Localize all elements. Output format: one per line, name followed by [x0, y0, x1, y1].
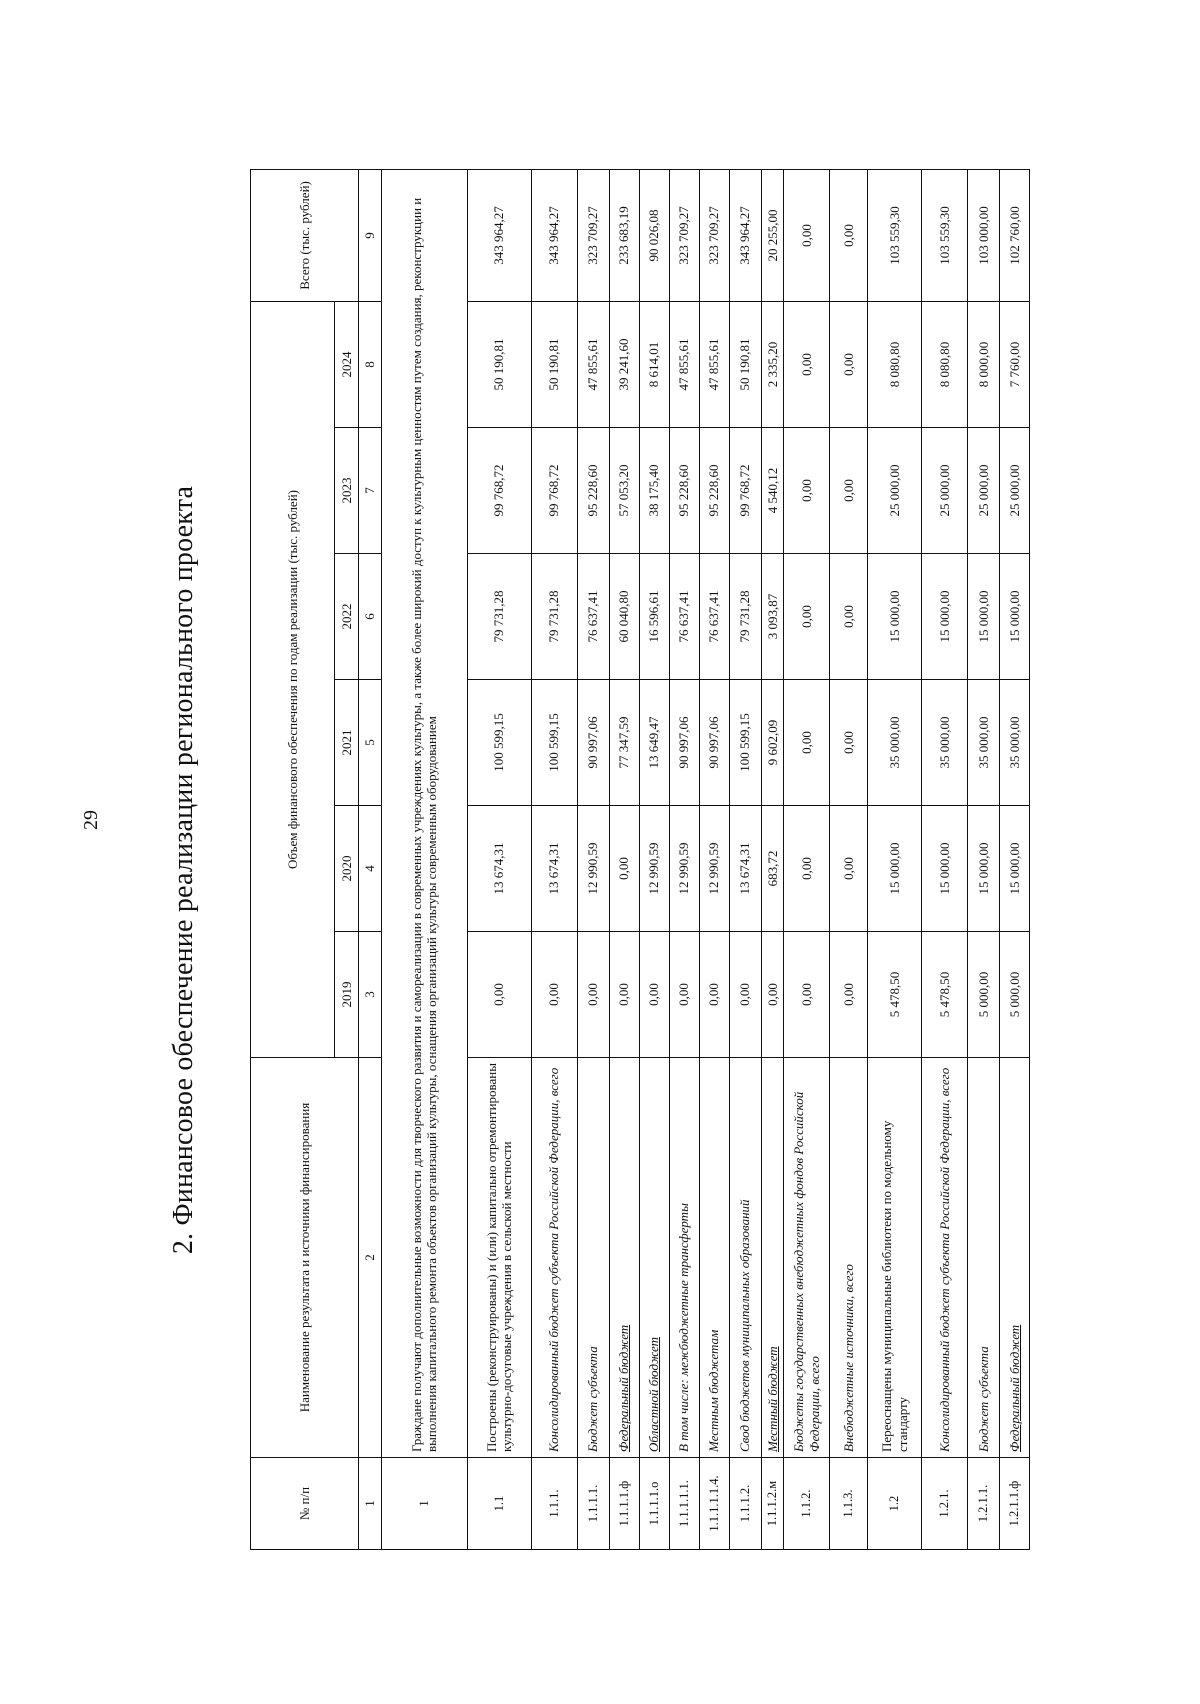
row-year-value: 57 053,20 [609, 428, 639, 554]
table-row [784, 169, 830, 1549]
row-year-value: 25 000,00 [868, 428, 922, 554]
row-number: 1.2.1. [922, 1458, 968, 1550]
row-year-value: 12 990,59 [669, 806, 699, 932]
row-number: 1.1.1.1.1.4. [699, 1458, 729, 1550]
row-year-value: 0,00 [784, 554, 830, 680]
row-name [531, 1058, 577, 1458]
row-year-value: 60 040,80 [609, 554, 639, 680]
row-year-value: 95 228,60 [669, 428, 699, 554]
row-year-value: 0,00 [784, 301, 830, 427]
row-year-value: 15 000,00 [968, 806, 1000, 932]
row-year-value: 0,00 [830, 301, 868, 427]
table-row [699, 169, 729, 1549]
row-year-value: 8 080,80 [868, 301, 922, 427]
row-name-text: Построены (реконструированы) и (или) капитально отремонтированы культурно-досуговые учреждения в сельской местности [483, 1063, 515, 1452]
row-total: 323 709,27 [699, 169, 729, 301]
row-total: 0,00 [830, 169, 868, 301]
table-row [830, 169, 868, 1549]
table-row [922, 169, 968, 1549]
row-year-value: 8 614,01 [639, 301, 669, 427]
row-year-value: 95 228,60 [699, 428, 729, 554]
table-row [467, 169, 531, 1549]
row-year-value: 0,00 [830, 680, 868, 806]
row-year-value: 5 478,50 [922, 932, 968, 1058]
row-total: 102 760,00 [1000, 169, 1030, 301]
row-year-value: 0,00 [830, 428, 868, 554]
row-year-value: 0,00 [609, 806, 639, 932]
row-year-value: 79 731,28 [467, 554, 531, 680]
row-year-value: 13 674,31 [467, 806, 531, 932]
row-year-value: 77 347,59 [609, 680, 639, 806]
row-year-value: 50 190,81 [467, 301, 531, 427]
row-number: 1.1.1.2.м [761, 1458, 784, 1550]
row-year-value: 15 000,00 [1000, 806, 1030, 932]
table-row [669, 169, 699, 1549]
row-name-text: Бюджет субъекта [975, 1346, 991, 1452]
row-name-text: Свод бюджетов муниципальных образований [737, 1199, 753, 1452]
row-year-value: 38 175,40 [639, 428, 669, 554]
header-year: 2019 [335, 932, 359, 1058]
row-name [868, 1058, 922, 1458]
row-total: 233 683,19 [609, 169, 639, 301]
row-total: 103 559,30 [868, 169, 922, 301]
row-year-value: 35 000,00 [1000, 680, 1030, 806]
row-year-value: 76 637,41 [699, 554, 729, 680]
row-year-value: 5 000,00 [968, 932, 1000, 1058]
row-year-value: 15 000,00 [868, 806, 922, 932]
row-year-value: 76 637,41 [577, 554, 609, 680]
row-number: 1.1.1.1. [577, 1458, 609, 1550]
row-name [830, 1058, 868, 1458]
row-number: 1.1.1. [531, 1458, 577, 1550]
row-year-value: 3 093,87 [761, 554, 784, 680]
row-year-value: 16 596,61 [639, 554, 669, 680]
table-row [761, 169, 784, 1549]
header-year: 2021 [335, 680, 359, 806]
header-name: Наименование результата и источники финансирования [251, 1058, 359, 1458]
row-total: 343 964,27 [467, 169, 531, 301]
header-total: Всего (тыс. рублей) [251, 169, 359, 301]
table-row [609, 169, 639, 1549]
header-year: 2022 [335, 554, 359, 680]
column-number: 3 [359, 932, 382, 1058]
row-total: 103 559,30 [922, 169, 968, 301]
column-number: 7 [359, 428, 382, 554]
row-year-value: 0,00 [531, 932, 577, 1058]
row-year-value: 0,00 [830, 806, 868, 932]
row-year-value: 0,00 [577, 932, 609, 1058]
column-number: 4 [359, 806, 382, 932]
financing-table [250, 169, 1030, 1550]
row-name [968, 1058, 1000, 1458]
column-number: 6 [359, 554, 382, 680]
row-year-value: 0,00 [761, 932, 784, 1058]
row-year-value: 13 674,31 [729, 806, 761, 932]
row-name [922, 1058, 968, 1458]
table-row [639, 169, 669, 1549]
row-year-value: 39 241,60 [609, 301, 639, 427]
row-name-text: Бюджеты государственных внебюджетных фондов Российской Федерации, всего [791, 1091, 822, 1452]
row-number: 1.1 [467, 1458, 531, 1550]
row-year-value: 100 599,15 [729, 680, 761, 806]
row-total: 323 709,27 [577, 169, 609, 301]
row-year-value: 50 190,81 [531, 301, 577, 427]
row-year-value: 0,00 [639, 932, 669, 1058]
row-name-text: Бюджет субъекта [585, 1346, 601, 1452]
row-year-value: 8 080,80 [922, 301, 968, 427]
row-year-value: 13 649,47 [639, 680, 669, 806]
row-year-value: 5 478,50 [868, 932, 922, 1058]
row-name [784, 1058, 830, 1458]
row-total: 343 964,27 [531, 169, 577, 301]
column-number: 1 [359, 1458, 382, 1550]
goal-text: Граждане получают дополнительные возможности для творческого развития и самореализации в современных учреждениях культуры, а также более широкий доступ к культурным ценностям путем создания, реконструкции и выполнения капитального ремонта объектов организаций культуры, оснащения организаций культуры современным оборудованием [381, 169, 467, 1457]
row-name [669, 1058, 699, 1458]
row-year-value: 5 000,00 [1000, 932, 1030, 1058]
row-name-text: Консолидированный бюджет субъекта Российской Федерации, всего [546, 1067, 562, 1452]
row-year-value: 2 335,20 [761, 301, 784, 427]
row-name [729, 1058, 761, 1458]
row-name-text: Внебюджетные источники, всего [840, 1264, 856, 1452]
row-year-value: 50 190,81 [729, 301, 761, 427]
row-total: 103 000,00 [968, 169, 1000, 301]
row-year-value: 0,00 [784, 428, 830, 554]
row-number: 1.1.3. [830, 1458, 868, 1550]
page-number: 29 [80, 810, 102, 830]
row-year-value: 12 990,59 [699, 806, 729, 932]
table-row [968, 169, 1000, 1549]
row-year-value: 15 000,00 [1000, 554, 1030, 680]
table-row [868, 169, 922, 1549]
row-number: 1.2.1.1.ф [1000, 1458, 1030, 1550]
row-year-value: 35 000,00 [922, 680, 968, 806]
table-row [577, 169, 609, 1549]
row-year-value: 0,00 [609, 932, 639, 1058]
row-year-value: 99 768,72 [531, 428, 577, 554]
row-year-value: 12 990,59 [639, 806, 669, 932]
row-year-value: 0,00 [669, 932, 699, 1058]
row-year-value: 7 760,00 [1000, 301, 1030, 427]
row-name-text: Местным бюджетам [706, 1329, 722, 1452]
row-number: 1.1.1.2. [729, 1458, 761, 1550]
row-name [577, 1058, 609, 1458]
row-year-value: 90 997,06 [699, 680, 729, 806]
row-year-value: 683,72 [761, 806, 784, 932]
row-name-text: Переоснащены муниципальные библиотеки по модельному стандарту [879, 1120, 910, 1452]
row-year-value: 79 731,28 [531, 554, 577, 680]
row-year-value: 0,00 [467, 932, 531, 1058]
document-title: 2. Финансовое обеспечение реализации регионального проекта [168, 485, 199, 1255]
row-year-value: 15 000,00 [968, 554, 1000, 680]
row-name [1000, 1058, 1030, 1458]
row-year-value: 47 855,61 [699, 301, 729, 427]
column-number: 9 [359, 169, 382, 301]
row-year-value: 0,00 [830, 932, 868, 1058]
row-name [609, 1058, 639, 1458]
row-total: 323 709,27 [669, 169, 699, 301]
row-name [699, 1058, 729, 1458]
row-name [467, 1058, 531, 1458]
row-number: 1.2 [868, 1458, 922, 1550]
row-year-value: 0,00 [784, 680, 830, 806]
header-year: 2023 [335, 428, 359, 554]
row-name-text: В том числе: межбюджетные трансферты [676, 1203, 692, 1452]
row-year-value: 35 000,00 [868, 680, 922, 806]
row-year-value: 35 000,00 [968, 680, 1000, 806]
header-num: № п/п [251, 1458, 359, 1550]
row-year-value: 47 855,61 [577, 301, 609, 427]
row-year-value: 100 599,15 [467, 680, 531, 806]
goal-number: 1 [381, 1458, 467, 1550]
row-year-value: 15 000,00 [868, 554, 922, 680]
row-year-value: 25 000,00 [1000, 428, 1030, 554]
row-total: 20 255,00 [761, 169, 784, 301]
table-row [1000, 169, 1030, 1549]
header-year: 2024 [335, 301, 359, 427]
row-year-value: 8 000,00 [968, 301, 1000, 427]
row-year-value: 90 997,06 [669, 680, 699, 806]
row-number: 1.1.1.1.ф [609, 1458, 639, 1550]
row-year-value: 79 731,28 [729, 554, 761, 680]
column-number: 8 [359, 301, 382, 427]
row-year-value: 4 540,12 [761, 428, 784, 554]
table-row [729, 169, 761, 1549]
row-year-value: 0,00 [784, 806, 830, 932]
row-name-text: Областной бюджет [646, 1337, 662, 1452]
row-total: 90 026,08 [639, 169, 669, 301]
row-year-value: 0,00 [699, 932, 729, 1058]
row-year-value: 99 768,72 [467, 428, 531, 554]
row-year-value: 25 000,00 [922, 428, 968, 554]
row-year-value: 99 768,72 [729, 428, 761, 554]
row-name-text: Федеральный бюджет [616, 1324, 632, 1452]
row-year-value: 90 997,06 [577, 680, 609, 806]
row-total: 343 964,27 [729, 169, 761, 301]
row-year-value: 0,00 [729, 932, 761, 1058]
row-name-text: Федеральный бюджет [1006, 1324, 1022, 1452]
row-number: 1.1.2. [784, 1458, 830, 1550]
row-year-value: 100 599,15 [531, 680, 577, 806]
row-year-value: 0,00 [784, 932, 830, 1058]
row-year-value: 0,00 [830, 554, 868, 680]
row-number: 1.1.1.1.о [639, 1458, 669, 1550]
header-year: 2020 [335, 806, 359, 932]
row-total: 0,00 [784, 169, 830, 301]
row-name-text: Консолидированный бюджет субъекта Российской Федерации, всего [936, 1067, 952, 1452]
row-year-value: 12 990,59 [577, 806, 609, 932]
row-year-value: 95 228,60 [577, 428, 609, 554]
row-number: 1.1.1.1.1. [669, 1458, 699, 1550]
column-number: 2 [359, 1058, 382, 1458]
row-number: 1.2.1.1. [968, 1458, 1000, 1550]
row-year-value: 15 000,00 [922, 806, 968, 932]
row-year-value: 13 674,31 [531, 806, 577, 932]
row-year-value: 47 855,61 [669, 301, 699, 427]
row-year-value: 15 000,00 [922, 554, 968, 680]
row-name-text: Местный бюджет [764, 1346, 780, 1452]
row-year-value: 25 000,00 [968, 428, 1000, 554]
header-years-group: Объем финансового обеспечения по годам реализации (тыс. рублей) [251, 301, 335, 1057]
row-year-value: 76 637,41 [669, 554, 699, 680]
row-name [761, 1058, 784, 1458]
rotated-page-content [168, 181, 1160, 1550]
column-number: 5 [359, 680, 382, 806]
table-row [531, 169, 577, 1549]
row-name [639, 1058, 669, 1458]
row-year-value: 9 602,09 [761, 680, 784, 806]
